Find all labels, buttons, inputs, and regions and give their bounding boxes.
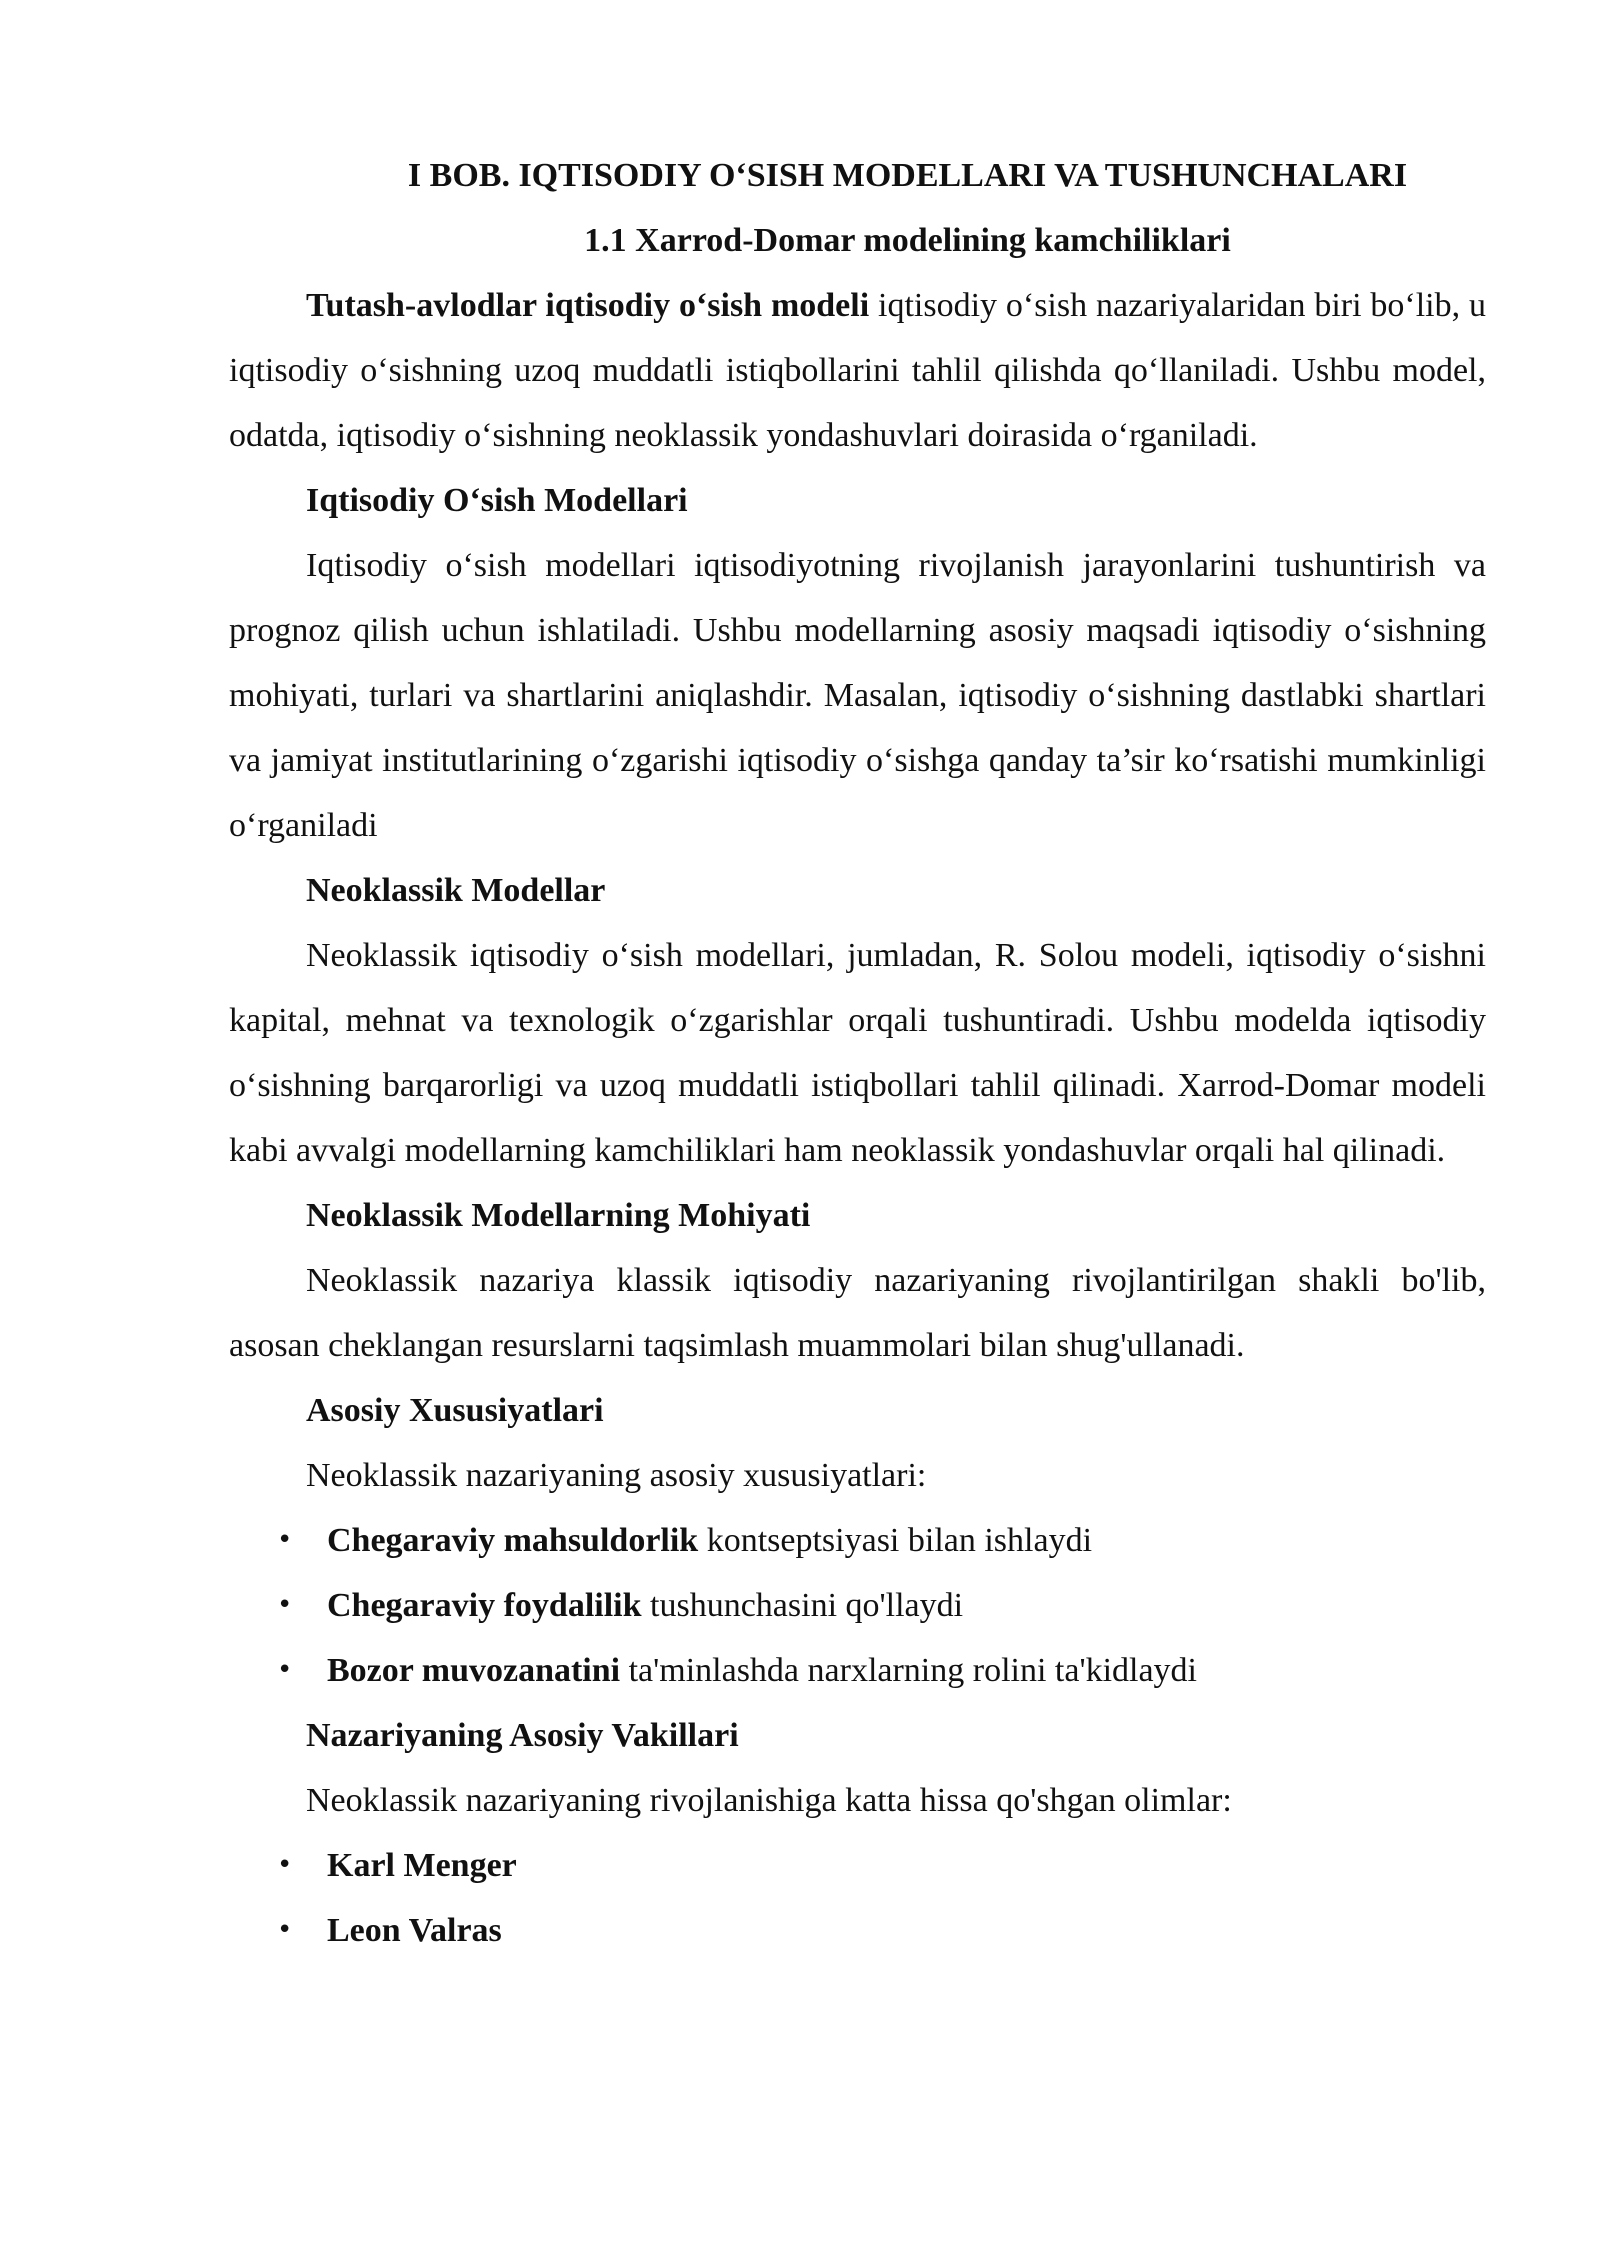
list-item-bold: Leon Valras bbox=[327, 1912, 502, 1949]
growth-models-paragraph: Iqtisodiy o‘sish modellari iqtisodiyotning rivojlanish jarayonlarini tushuntirish va prognoz qilish uchun ishlatiladi. Ushbu modellarning asosiy maqsadi iqtisodiy o‘sishning mohiyati, turlari va shartlarini aniqlashdir. Masalan, iqtisodiy o‘sishning dastlabki shartlari va jamiyat institutlarining o‘zgarishi iqtisodiy o‘sishga qanday ta’sir ko‘rsatishi mumkinligi o‘rganiladi bbox=[229, 547, 1486, 844]
list-item-bold: Chegaraviy foydalilik bbox=[327, 1587, 642, 1624]
list-item bbox=[229, 1573, 1486, 1638]
list-item-bold: Karl Menger bbox=[327, 1847, 517, 1884]
bullet-icon: • bbox=[277, 1525, 293, 1555]
list-item bbox=[229, 1898, 1486, 1963]
features-heading: Asosiy Xususiyatlari bbox=[306, 1392, 604, 1429]
chapter-title: I BOB. IQTISODIY O‘SISH MODELLARI VA TUSHUNCHALARI bbox=[407, 157, 1408, 194]
essence-paragraph: Neoklassik nazariya klassik iqtisodiy nazariyaning rivojlantirilgan shakli bo'lib, asosan cheklangan resurslarni taqsimlash muammolari bilan shug'ullanadi. bbox=[229, 1262, 1486, 1364]
bullet-icon: • bbox=[277, 1915, 293, 1945]
bullet-icon: • bbox=[277, 1850, 293, 1880]
intro-bold-lead: Tutash-avlodlar iqtisodiy o‘sish modeli bbox=[306, 287, 870, 324]
representatives-list bbox=[229, 1833, 1486, 1963]
representatives-heading: Nazariyaning Asosiy Vakillari bbox=[306, 1717, 739, 1754]
intro-text: iqtisodiy o‘sish nazariyalaridan biri bo‘lib, u iqtisodiy o‘sishning uzoq muddatli istiqbollarini tahlil qilishda qo‘llaniladi. Ushbu model, odatda, iqtisodiy o‘sishning neoklassik yondashuvlari doirasida o‘rganiladi. bbox=[229, 287, 1486, 454]
document-body bbox=[229, 143, 1486, 1963]
list-item-bold: Chegaraviy mahsuldorlik bbox=[327, 1522, 699, 1559]
neoclassical-models-paragraph: Neoklassik iqtisodiy o‘sish modellari, jumladan, R. Solou modeli, iqtisodiy o‘sishni kapital, mehnat va texnologik o‘zgarishlar orqali tushuntiradi. Ushbu modelda iqtisodiy o‘sishning barqarorligi va uzoq muddatli istiqbollari tahlil qilinadi. Xarrod-Domar modeli kabi avvalgi modellarning kamchiliklari ham neoklassik yondashuvlar orqali hal qilinadi. bbox=[229, 937, 1486, 1169]
growth-models-heading: Iqtisodiy O‘sish Modellari bbox=[306, 482, 688, 519]
list-item bbox=[229, 1833, 1486, 1898]
list-item-text: ta'minlashda narxlarning rolini ta'kidlaydi bbox=[620, 1652, 1197, 1689]
list-item bbox=[229, 1638, 1486, 1703]
features-list bbox=[229, 1508, 1486, 1703]
representatives-intro: Neoklassik nazariyaning rivojlanishiga katta hissa qo'shgan olimlar: bbox=[306, 1782, 1232, 1819]
list-item-text: kontseptsiyasi bilan ishlaydi bbox=[698, 1522, 1093, 1559]
features-intro: Neoklassik nazariyaning asosiy xususiyatlari: bbox=[306, 1457, 927, 1494]
bullet-icon: • bbox=[277, 1590, 293, 1620]
list-item-bold: Bozor muvozanatini bbox=[327, 1652, 621, 1689]
essence-heading: Neoklassik Modellarning Mohiyati bbox=[306, 1197, 811, 1234]
list-item-text: tushunchasini qo'llaydi bbox=[641, 1587, 964, 1624]
intro-paragraph bbox=[229, 273, 1486, 468]
bullet-icon: • bbox=[277, 1655, 293, 1685]
neoclassical-models-heading: Neoklassik Modellar bbox=[306, 872, 606, 909]
section-title: 1.1 Xarrod-Domar modelining kamchiliklari bbox=[584, 222, 1231, 259]
list-item bbox=[229, 1508, 1486, 1573]
